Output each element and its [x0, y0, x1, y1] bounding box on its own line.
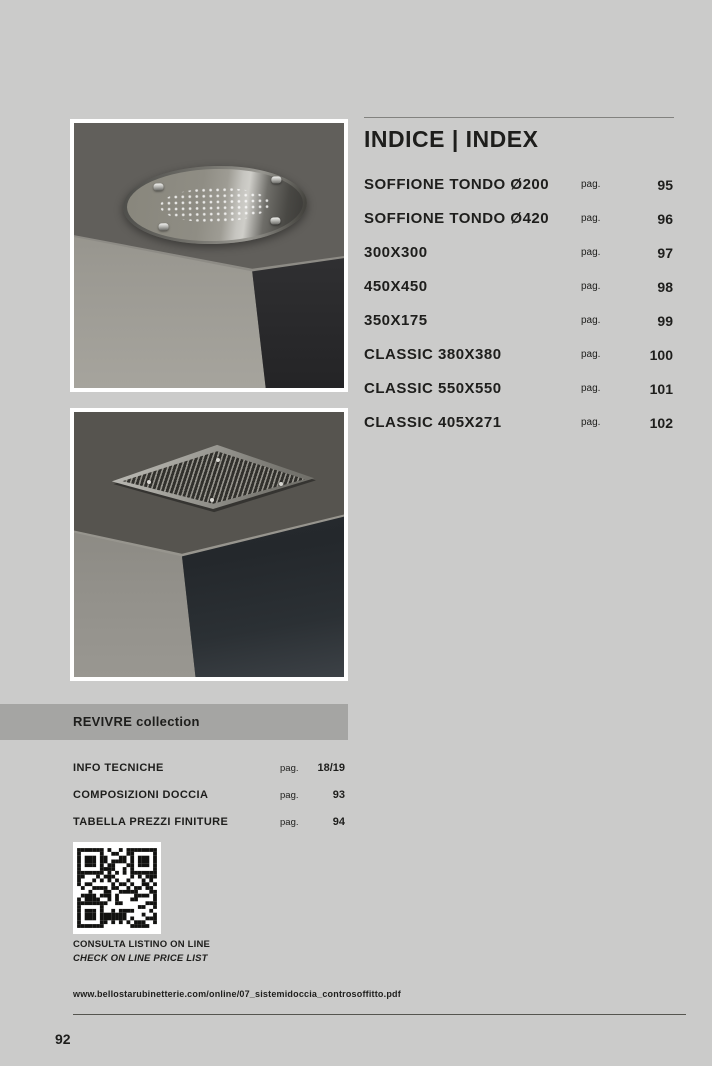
product-photo-round [70, 119, 348, 392]
index-item-page: 101 [649, 381, 673, 397]
collection-link-page: 93 [332, 789, 345, 801]
index-item-name: SOFFIONE TONDO Ø420 [364, 210, 550, 227]
index-item-pag-label: pag. [581, 383, 601, 394]
index-item [364, 346, 674, 380]
product-photo-square [70, 408, 348, 681]
collection-link-name: COMPOSIZIONI DOCCIA [73, 789, 209, 801]
collection-link-name: TABELLA PREZZI FINITURE [73, 816, 229, 828]
page-number: 92 [55, 1031, 71, 1047]
index-item-pag-label: pag. [581, 315, 601, 326]
collection-link-pag-label: pag. [280, 790, 299, 801]
qr-caption-italian: CONSULTA LISTINO ON LINE [73, 939, 211, 950]
screw [271, 177, 281, 184]
index-item-page: 97 [657, 245, 673, 261]
index-item [364, 312, 674, 346]
index-list [364, 176, 674, 448]
index-item-page: 96 [657, 211, 673, 227]
qr-caption-english: CHECK ON LINE PRICE LIST [73, 953, 208, 964]
index-item-pag-label: pag. [581, 247, 601, 258]
collection-banner-label: REVIVRE collection [73, 714, 200, 729]
index-item-pag-label: pag. [581, 213, 601, 224]
qr-code [73, 842, 161, 934]
index-item-pag-label: pag. [581, 417, 601, 428]
index-item-page: 98 [657, 279, 673, 295]
index-item-pag-label: pag. [581, 349, 601, 360]
index-item-name: 450X450 [364, 278, 428, 295]
collection-link [73, 762, 345, 789]
index-item-name: SOFFIONE TONDO Ø200 [364, 176, 550, 193]
index-item-page: 100 [649, 347, 673, 363]
index-item-name: 350X175 [364, 312, 428, 329]
footer-rule [73, 1014, 686, 1015]
index-item-page: 99 [657, 313, 673, 329]
index-item [364, 244, 674, 278]
screw [147, 480, 151, 484]
collection-banner [0, 704, 348, 740]
index-item [364, 380, 674, 414]
collection-link-pag-label: pag. [280, 817, 299, 828]
round-showerhead-image [74, 123, 344, 388]
index-item-pag-label: pag. [581, 179, 601, 190]
index-item-name: CLASSIC 550X550 [364, 380, 502, 397]
index-item [364, 278, 674, 312]
index-item-name: CLASSIC 405X271 [364, 414, 502, 431]
index-item-page: 95 [657, 177, 673, 193]
index-item-pag-label: pag. [581, 281, 601, 292]
collection-links [73, 762, 345, 843]
catalog-pdf-url: www.bellostarubinetterie.com/online/07_sistemidoccia_controsoffitto.pdf [73, 989, 401, 999]
index-item [364, 176, 674, 210]
collection-link-name: INFO TECNICHE [73, 762, 164, 774]
square-showerhead-image [74, 412, 344, 677]
index-item-name: 300X300 [364, 244, 428, 261]
collection-link-page: 18/19 [317, 762, 345, 774]
index-top-rule [364, 117, 674, 118]
screw [271, 217, 281, 224]
nozzle-dots [160, 186, 270, 223]
index-section [364, 117, 674, 431]
index-item [364, 210, 674, 244]
index-title: INDICE | INDEX [364, 126, 539, 152]
index-item-name: CLASSIC 380X380 [364, 346, 502, 363]
collection-link-pag-label: pag. [280, 763, 299, 774]
collection-link-page: 94 [332, 816, 345, 828]
collection-link [73, 816, 345, 843]
screw [158, 223, 168, 230]
index-item [364, 414, 674, 448]
index-item-page: 102 [649, 415, 673, 431]
collection-link [73, 789, 345, 816]
